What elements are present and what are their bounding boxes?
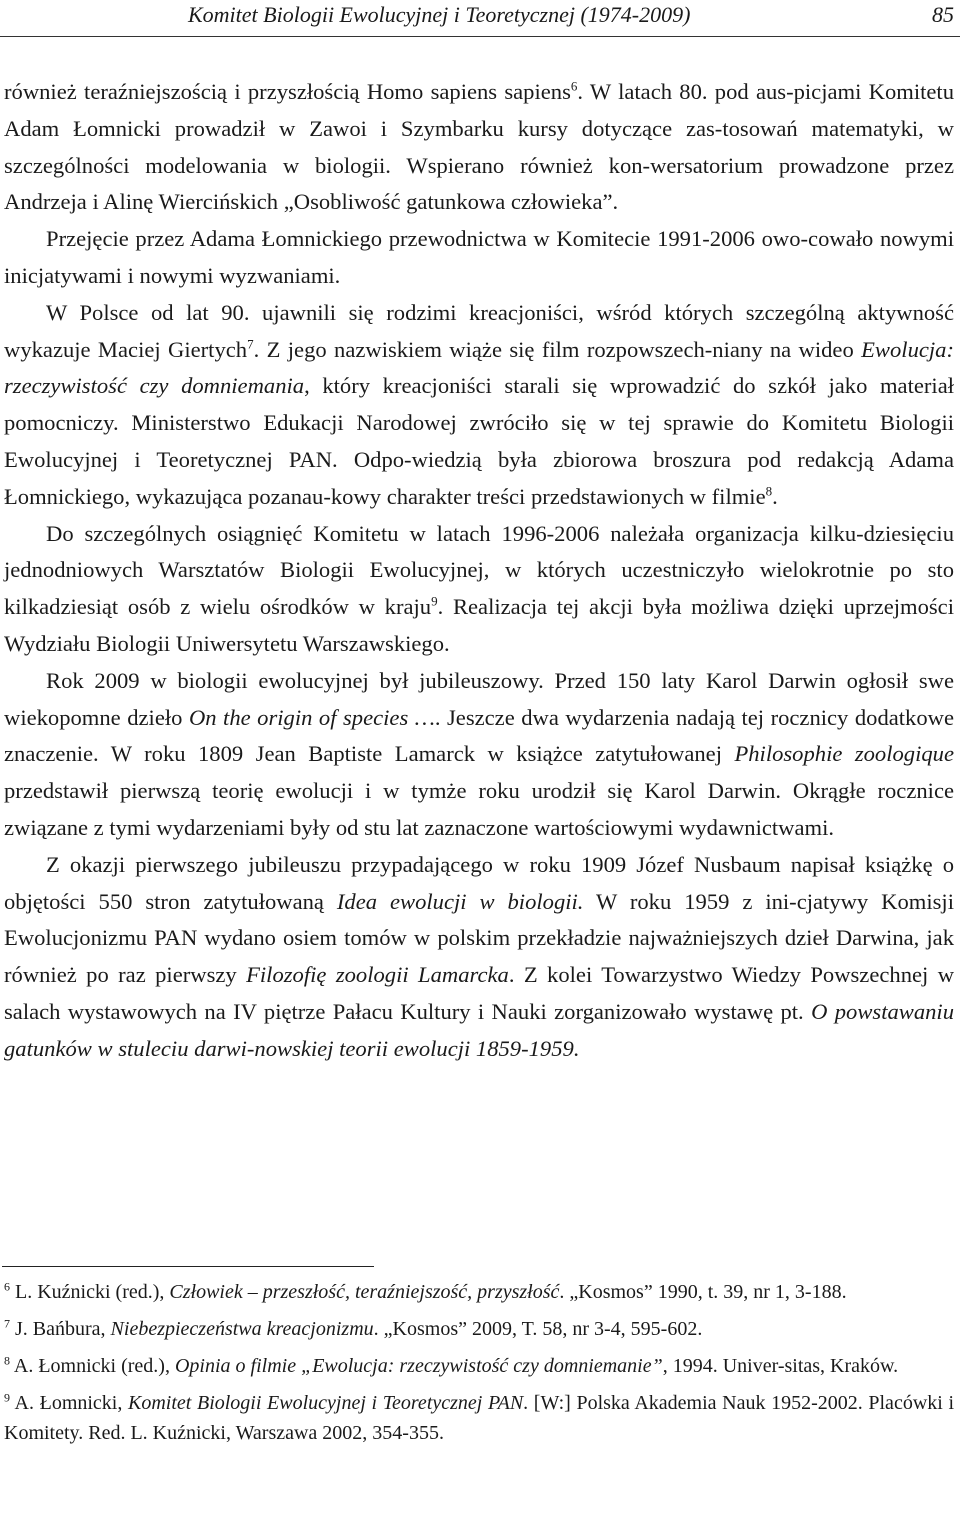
footnote-text: A. Łomnicki (red.), [10, 1355, 175, 1377]
body-text [4, 74, 954, 1068]
footnote [4, 1388, 954, 1448]
footnote-number: 9 [4, 1390, 10, 1405]
footnote-title: Niebezpieczeństwa kreacjonizmu [110, 1318, 374, 1340]
running-head [0, 0, 960, 34]
footnote-ref-7[interactable]: 7 [247, 336, 254, 352]
text-span: W Polsce od lat 90. ujawnili się rodzimi kreacjoniści, wśród których szczególną aktywność wykazuje Maciej Giertych [4, 299, 954, 362]
footnote [4, 1351, 954, 1381]
paragraph-2 [4, 221, 954, 295]
footnote-text: . „Kosmos” 1990, t. 39, nr 1, 3-188. [559, 1281, 847, 1303]
footnote-rule [2, 1266, 374, 1267]
header-rule [0, 36, 960, 37]
footnote-number: 7 [4, 1316, 10, 1331]
book-title: Filozofię zoologii Lamarcka [246, 962, 509, 988]
text-span: , który kreacjoniści starali się wprowadzić do szkół jako materiał pomocniczy. Ministerstwo Edukacji Narodowej zwróciło się w tej sprawie do Komitetu Biologii Ewolucyjnej i Teoretycznej PAN. Odpo-wiedzią była zbiorowa broszura pod redakcją Adama Łomnickiego, wykazująca pozanau-kowy charakter treści przedstawionych w filmie [4, 373, 954, 509]
text-span: przedstawił pierwszą teorię ewolucji i w tymże roku urodził się Karol Darwin. Okrągłe rocznice związane z tymi wydarzeniami były od stu lat zaznaczone wartościowymi wydawnictwami. [4, 778, 954, 840]
paragraph-6 [4, 847, 954, 1068]
film-title: Ewolucja: rzeczywistość czy domniemania [4, 336, 954, 399]
book-title: Idea ewolucji w biologii. [336, 888, 584, 914]
exhibition-title: O powstawaniu gatunków w stuleciu darwi-nowskiej teorii ewolucji 1859-1959. [4, 998, 955, 1061]
footnote-number: 6 [4, 1279, 10, 1294]
book-title: On the origin of species … [188, 704, 435, 730]
text-span: . [772, 483, 778, 509]
footnote-text: , 1994. Univer-sitas, Kraków. [662, 1355, 899, 1377]
text-span: Przejęcie przez Adama Łomnickiego przewodnictwa w Komitecie 1991-2006 owo-cowało nowymi inicjatywami i nowymi wyzwaniami. [4, 226, 954, 288]
text-span: . Z kolei Towarzystwo Wiedzy Powszechnej w salach wystawowych na IV piętrze Pałacu Kultury i Nauki zorganizowało wystawę pt. [4, 962, 955, 1024]
paragraph-1 [4, 74, 954, 221]
text-span: Rok 2009 w biologii ewolucyjnej był jubileuszowy. Przed 150 laty Karol Darwin ogłosił swe wiekopomne dzieło [4, 667, 954, 730]
text-span: Z okazji pierwszego jubileuszu przypadającego w roku 1909 Józef Nusbaum napisał książkę o objętości 550 stron zatytułowaną [4, 851, 954, 914]
footnote-title: Człowiek – przeszłość, teraźniejszość, przyszłość [169, 1281, 560, 1303]
footnote-title: Komitet Biologii Ewolucyjnej i Teoretycznej PAN [128, 1392, 524, 1414]
page-number: 85 [932, 2, 954, 27]
running-title: Komitet Biologii Ewolucyjnej i Teoretycznej (1974-2009) [188, 2, 691, 27]
text-span: . Realizacja tej akcji była możliwa dzięki uprzejmości Wydziału Biologii Uniwersytetu Warszawskiego. [4, 594, 954, 656]
paragraph-3 [4, 295, 954, 516]
footnote-ref-9[interactable]: 9 [431, 593, 438, 609]
footnote-title: Opinia o filmie „Ewolucja: rzeczywistość czy domniemanie” [174, 1355, 663, 1377]
text-span: . Z jego nazwiskiem wiąże się film rozpowszech-niany na wideo [253, 336, 862, 362]
footnote [4, 1314, 954, 1344]
paragraph-4 [4, 516, 954, 663]
text-span: . Jeszcze dwa wydarzenia nadają tej rocznicy dodatkowe znaczenie. W roku 1809 Jean Baptiste Lamarck w książce zatytułowanej [4, 704, 954, 767]
footnote-ref-8[interactable]: 8 [765, 483, 773, 499]
footnote-text: . [W:] Polska Akademia Nauk 1952-2002. Placówki i Komitety. Red. L. Kuźnicki, Warszawa 2002, 354-355. [4, 1392, 955, 1444]
footnote-text: L. Kuźnicki (red.), [10, 1281, 170, 1303]
footnote-text: . „Kosmos” 2009, T. 58, nr 3-4, 595-602. [373, 1318, 703, 1340]
footnotes [4, 1277, 954, 1455]
footnote-text: J. Bańbura, [10, 1318, 111, 1340]
footnote-number: 8 [4, 1353, 10, 1368]
paragraph-5 [4, 663, 954, 847]
footnote-text: A. Łomnicki, [10, 1392, 129, 1414]
text-span: Do szczególnych osiągnięć Komitetu w latach 1996-2006 należała organizacja kilku-dziesięciu jednodniowych Warsztatów Biologii Ewolucyjnej, w których uczestniczyło wielokrotnie po sto kilkadziesiąt osób z wielu ośrodków w kraju [4, 520, 954, 620]
text-span: W roku 1959 z ini-cjatywy Komisji Ewolucjonizmu PAN wydano osiem tomów w polskim przekładzie najważniejszych dzieł Darwina, jak również po raz pierwszy [4, 888, 954, 988]
text-span: . W latach 80. pod aus-picjami Komitetu Adam Łomnicki prowadził w Zawoi i Szymbarku kursy dotyczące zas-tosowań matematyki, w szczególności modelowania w biologii. Wspierano również kon-wersatorium prowadzone przez Andrzeja i Alinę Wiercińskich „Osobliwość gatunkowa człowieka”. [4, 79, 954, 215]
book-title: Philosophie zoologique [734, 741, 954, 767]
text-span: również teraźniejszością i przyszłością Homo sapiens sapiens [4, 79, 571, 104]
footnote [4, 1277, 954, 1307]
footnote-ref-6[interactable]: 6 [570, 78, 578, 94]
